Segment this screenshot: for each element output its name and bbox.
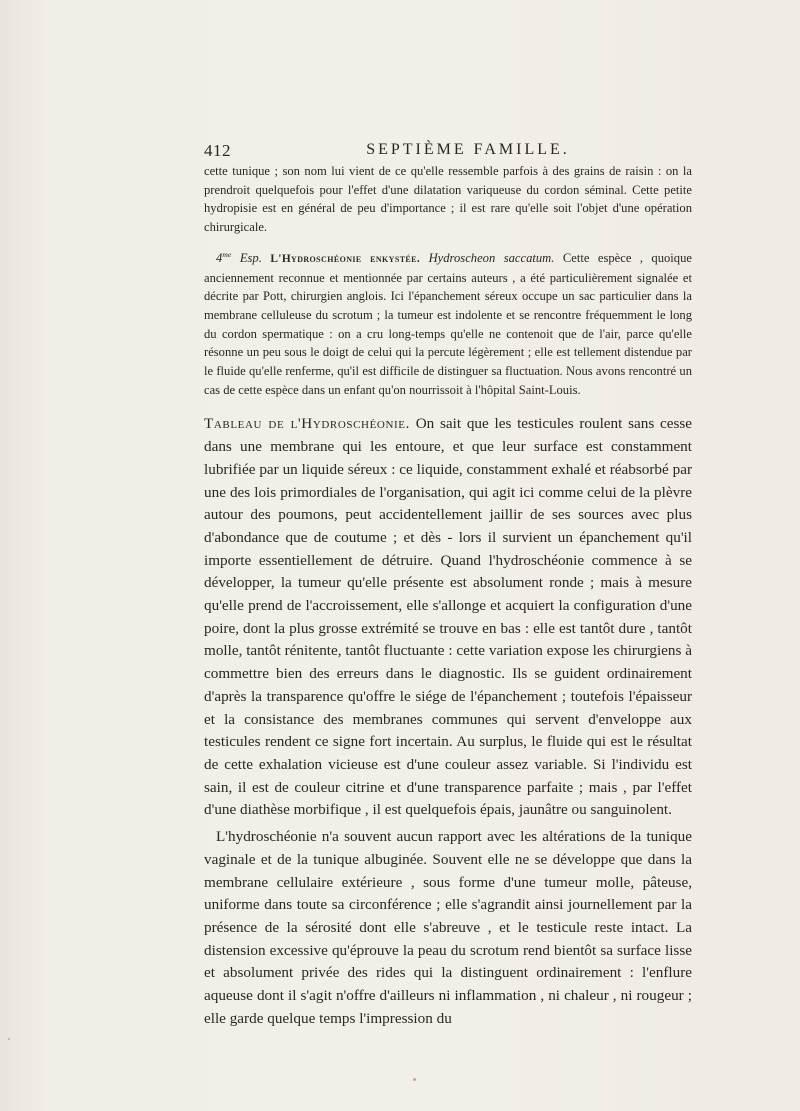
espece-paragraph	[204, 249, 692, 400]
small-text-block	[204, 162, 692, 399]
page-header	[204, 141, 692, 163]
tableau-heading: Tableau de l'Hydroschéonie.	[204, 415, 410, 433]
species-name: L'Hydroschéonie enkystée.	[270, 252, 421, 265]
large-text-block	[204, 413, 692, 1030]
species-latin-name: Hydroscheon saccatum.	[428, 250, 555, 265]
tableau-text: On sait que les testicules roulent sans cesse dans une membrane qui les entoure, et que leur surface est constamment lubrifiée par un liquide séreux : ce liquide, constamment exhalé et réabsorbé par une des lois primordiales de l'organisation, qui agit ici comme celui de la plèvre autour des poumons, peut accidentellement jaillir de ses sources avec plus d'abondance que de coutume ; et dès - lors il survient un épanchement qu'il importe essentiellement de détruire. Quand l'hydroschéonie commence à se développer, la tumeur qu'elle présente est absolument ronde ; mais à mesure qu'elle prend de l'accroissement, elle s'allonge et acquiert la configuration d'une poire, dont la plus grosse extrémité se trouve en bas : elle est tantôt dure , tantôt molle, tantôt rénitente, tantôt fluctuante : cette variation expose les chirurgiens à commettre bien des erreurs dans le diagnostic. Ils se guident ordinairement d'après la transparence qu'offre le siége de l'épanchement ; toutefois l'épaisseur et la consistance des membranes communes qui servent d'enveloppe aux testicules rendent ce signe fort incertain. Au surplus, le fluide qui est le résultat de cette exhalation vicieuse est d'une couleur assez variable. Si l'individu est sain, il est de couleur citrine et d'une transparence parfaite ; mais , par l'effet d'une diathèse morbifique , il est quelquefois épais, jaunâtre ou sanguinolent.	[204, 415, 693, 819]
page-number: 412	[204, 141, 231, 160]
running-title: SEPTIÈME FAMILLE.	[366, 141, 570, 158]
final-paragraph: L'hydroschéonie n'a souvent aucun rapport avec les altérations de la tunique vaginale et de la tunique albuginée. Souvent elle ne se développe que dans la membrane cellulaire extérieure , sous forme d'une tumeur molle, pâteuse, uniforme dans toute sa circonférence ; elle s'agrandit ainsi journellement par la présence de la sérosité dont elle s'abreuve , et le testicule reste intact. La distension excessive qu'éprouve la peau du scrotum rend bientôt sa surface lisse et absolument privée des rides qui la distinguent ordinairement : l'enflure aqueuse dont il s'agit n'offre d'ailleurs ni inflammation , ni chaleur , ni rougeur ; elle garde quelque temps l'impression du	[204, 828, 692, 1027]
species-description: Cette espèce , quoique anciennement reconnue et mentionnée par certains auteurs , a été particulièrement signalée et décrite par Pott, chirurgien anglois. Ici l'épanchement séreux occupe un sac particulier dans la membrane celluleuse du scrotum ; la tumeur est indolente et se rencontre fréquemment le long du cordon spermatique : on a cru long-temps qu'elle ne contenoit que de l'air, parce qu'elle résonne un peu sous le doigt de celui qui la percute légèrement ; elle est tellement distendue par le fluide qu'elle renferme, qu'il est difficile de distinguer sa fluctuation. Nous avons rencontré un cas de cette espèce dans un enfant qu'on nourrissoit à l'hôpital Saint-Louis.	[204, 250, 692, 397]
continuation-paragraph: cette tunique ; son nom lui vient de ce qu'elle ressemble parfois à des grains de raisin : on la prendroit quelquefois pour l'effet d'une dilatation variqueuse du cordon séminal. Cette petite hydropisie est en général de peu d'importance ; il est rare qu'elle soit l'objet d'une opération chirurgicale.	[204, 164, 692, 235]
tableau-paragraph	[204, 413, 692, 822]
body-text	[204, 162, 692, 1030]
species-number: $4^{me}$ Esp.	[216, 249, 262, 265]
paper-speck	[413, 1078, 416, 1081]
paper-speck	[8, 1038, 10, 1040]
